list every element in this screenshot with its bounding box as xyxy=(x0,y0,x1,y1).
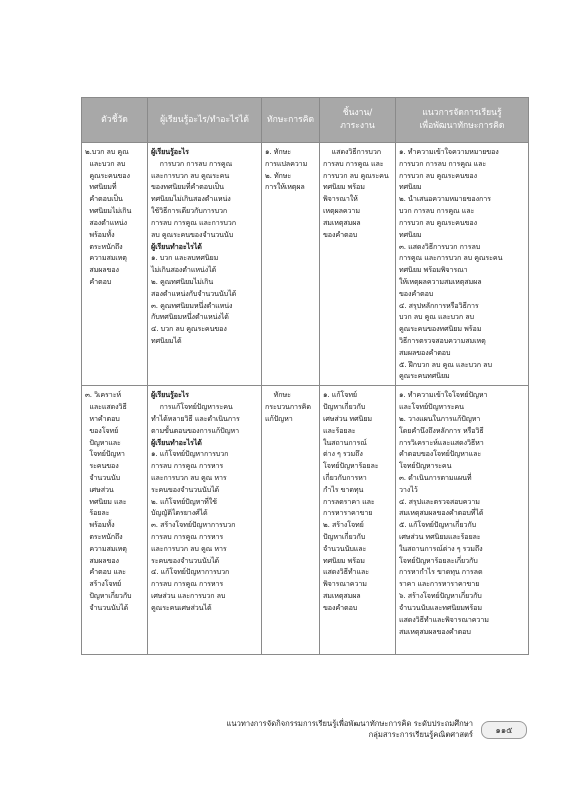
indicator-text xyxy=(85,389,144,613)
cell-line: ๖. สร้างโจทย์ปัญหาเกี่ยวกับ xyxy=(399,591,482,601)
cell-line: การวิเคราะห์และแสดงวิธีหา xyxy=(399,437,484,447)
cell-line: ๓. คูณทศนิยมหนึ่งตำแหน่ง xyxy=(151,300,233,310)
cell-line: ๔. สรุปหลักการหรือวิธีการ xyxy=(399,300,479,310)
cell-line: ทำได้หลายวิธี และดำเนินการ xyxy=(151,413,240,423)
skill-cell xyxy=(262,386,320,655)
cell-line: ผู้เรียนรู้อะไร xyxy=(151,390,189,400)
cell-line: ร้อยละ xyxy=(85,508,110,518)
cell-line: ระคนของ xyxy=(85,461,119,471)
cell-line: กับทศนิยมหนึ่งตำแหน่งได้ xyxy=(151,312,229,322)
cell-line: การลดราคา และ xyxy=(323,496,375,506)
cell-line: การบวก ลบ คูณระคนของ xyxy=(399,217,477,227)
cell-line: การลบ การคูณ การหาร xyxy=(151,579,224,589)
cell-line: และโจทย์ปัญหาระคน xyxy=(399,402,464,412)
cell-line: คำตอบของโจทย์ปัญหาและ xyxy=(399,449,482,459)
skill-text xyxy=(265,389,316,424)
header-task: ชิ้นงาน/ ภาระงาน xyxy=(320,98,396,143)
skill-cell xyxy=(262,143,320,386)
cell-line: แสดงวิธีทำและ xyxy=(323,567,369,577)
cell-line: ๓. วิเคราะห์ xyxy=(85,390,122,400)
cell-line: ๑. แก้โจทย์ xyxy=(323,390,358,400)
cell-line: ในสถานการณ์ต่าง ๆ รวมถึง xyxy=(399,543,483,553)
cell-line: การลบ การคูณ การหาร xyxy=(151,532,224,541)
cell-line: โดยคำนึงถึงหลักการ หรือวิธี xyxy=(399,425,484,435)
cell-line: และการบวก ลบ คูณ หาร xyxy=(151,543,227,553)
cell-line: คูณระคนเศษส่วนได้ xyxy=(151,602,212,612)
cell-line: ทศนิยม พร้อม xyxy=(323,182,365,192)
cell-line: สองตำแหน่ง xyxy=(85,217,127,227)
approach-text xyxy=(399,389,525,637)
cell-line: และบวก ลบ xyxy=(85,158,126,168)
cell-line: การหาราคาขาย xyxy=(323,508,373,518)
cell-line: สมผลของ xyxy=(85,265,119,275)
footer-text xyxy=(226,718,473,740)
cell-line: ปัญหาเกี่ยวกับ xyxy=(85,591,132,601)
cell-line: ทศนิยม พร้อม xyxy=(323,555,365,565)
cell-line: กระบวนการคิด xyxy=(265,402,311,412)
cell-line: ของคำตอบ xyxy=(323,229,358,239)
cell-line: พร้อมทั้ง xyxy=(85,520,115,530)
cell-line: ตระหนักถึง xyxy=(85,241,123,251)
cell-line: ทศนิยมไม่เกิน xyxy=(85,206,132,216)
approach-cell xyxy=(396,386,529,655)
cell-line: คำตอบ และ xyxy=(85,567,126,577)
cell-line: ผู้เรียนทำอะไรได้ xyxy=(151,437,202,447)
cell-line: โจทย์ปัญหา xyxy=(85,449,125,459)
cell-line: สมเหตุสมผลของคำตอบ xyxy=(399,626,471,636)
cell-line: สร้างโจทย์ xyxy=(85,579,122,589)
cell-line: ไม่เกินสองตำแหน่งได้ xyxy=(151,265,217,275)
cell-line: ปัญหาและ xyxy=(85,437,121,447)
cell-line: จำนวนนับได้ xyxy=(85,602,129,612)
cell-line: การลบ การคูณ และการบวก xyxy=(151,217,236,227)
cell-line: พร้อมทั้ง xyxy=(85,229,115,239)
cell-line: ต่าง ๆ รวมถึง xyxy=(323,449,363,459)
cell-line: ทศนิยมได้ xyxy=(151,336,182,345)
cell-line: โจทย์ปัญหาร้อยละ xyxy=(323,461,379,471)
cell-line: การหากำไร ขาดทุน การลด xyxy=(399,567,483,577)
cell-line: การลบ การคูณ และ xyxy=(323,158,384,168)
cell-line: จำนวนนับและ xyxy=(323,543,367,553)
cell-line: แก้ปัญหา xyxy=(265,413,293,423)
cell-line: และแสดงวิธี xyxy=(85,402,127,412)
cell-line: ของทศนิยมที่คำตอบเป็น xyxy=(151,182,224,192)
cell-line: และการบวก ลบ คูณระคน xyxy=(151,170,230,180)
learning-cell xyxy=(148,386,262,655)
header-thinking-skill: ทักษะการคิด xyxy=(262,98,320,143)
cell-line: และการบวก ลบ คูณ หาร xyxy=(151,472,227,482)
cell-line: ๓. ดำเนินการตามแผนที่ xyxy=(399,472,472,482)
approach-text xyxy=(399,146,525,382)
cell-line: ๑. แก้โจทย์ปัญหาการบวก xyxy=(151,449,229,459)
cell-line: ทศนิยม และ xyxy=(85,496,127,506)
cell-line: คำตอบเป็น xyxy=(85,194,123,204)
table-row xyxy=(82,143,529,386)
cell-line: คูณระคนของ xyxy=(85,170,130,180)
cell-line: การคูณ และการบวก ลบ คูณระคน xyxy=(399,253,503,263)
cell-line: แสดงวิธีการบวก xyxy=(323,147,381,156)
cell-line: ๕. ฝึกบวก ลบ คูณ และบวก ลบ xyxy=(399,359,492,369)
learning-text xyxy=(151,389,258,613)
cell-line: วิธีการตรวจสอบความสมเหตุ xyxy=(399,336,486,345)
cell-line: จำนวนนับและทศนิยมพร้อม xyxy=(399,602,482,612)
cell-line: ตามขั้นตอนของการแก้ปัญหา xyxy=(151,425,240,435)
task-text xyxy=(323,389,392,613)
cell-line: ในสถานการณ์ xyxy=(323,437,367,447)
indicator-cell xyxy=(82,143,148,386)
cell-line: ให้เหตุผลความสมเหตุสมผล xyxy=(399,276,482,286)
cell-line: ทศนิยม พร้อมพิจารณา xyxy=(399,265,468,275)
cell-line: ๓. แสดงวิธีการบวก การลบ xyxy=(399,241,481,251)
cell-line: คูณระคนทศนิยม xyxy=(399,371,450,381)
cell-line: สมเหตุสมผล xyxy=(323,591,361,601)
cell-line: ๒. วางแผนในการแก้ปัญหา xyxy=(399,413,481,423)
task-text xyxy=(323,146,392,241)
cell-line: เศษส่วน xyxy=(85,484,114,494)
cell-line: บวก ลบ คูณ และบวก ลบ xyxy=(399,312,474,322)
footer-book-title: แนวทางการจัดกิจกรรมการเรียนรู้เพื่อพัฒนาทักษะการคิด ระดับประถมศึกษา xyxy=(226,719,473,728)
cell-line: ๒. สร้างโจทย์ xyxy=(323,520,364,530)
cell-line: ๔. สรุปและตรวจสอบความ xyxy=(399,496,480,506)
header-indicator: ตัวชี้วัด xyxy=(82,98,148,143)
cell-line: จำนวนนับ xyxy=(85,472,121,482)
cell-line: ๑. บวก และลบทศนิยม xyxy=(151,253,219,263)
cell-line: การลบ การคูณ การหาร xyxy=(151,461,224,471)
cell-line: ๒. คูณทศนิยมไม่เกิน xyxy=(151,276,214,286)
cell-line: การให้เหตุผล xyxy=(265,182,305,192)
approach-cell xyxy=(396,143,529,386)
learning-cell xyxy=(148,143,262,386)
cell-line: ๒. นำเสนอความหมายของการ xyxy=(399,194,491,204)
cell-line: ทศนิยม xyxy=(399,182,422,192)
cell-line: สมผลของคำตอบ xyxy=(399,347,451,357)
cell-line: วางไว้ xyxy=(399,484,418,494)
curriculum-table xyxy=(81,97,529,655)
table-row xyxy=(82,386,529,655)
cell-line: การบวก การลบ การคูณ xyxy=(151,158,233,168)
cell-line: สองตำแหน่งกับจำนวนนับได้ xyxy=(151,288,237,298)
task-cell xyxy=(320,143,396,386)
cell-line: สมเหตุสมผลของคำตอบที่ได้ xyxy=(399,508,484,518)
cell-line: ๒. ทักษะ xyxy=(265,170,292,180)
cell-line: ระคนของจำนวนนับได้ xyxy=(151,555,220,565)
skill-text xyxy=(265,146,316,193)
cell-line: ๑. ทำความเข้าใจโจทย์ปัญหา xyxy=(399,390,488,400)
cell-line: ของโจทย์ xyxy=(85,425,119,435)
cell-line: ทศนิยม xyxy=(399,229,422,239)
cell-line: บัญญัติไตรยางศ์ได้ xyxy=(151,508,208,518)
cell-line: ลบ คูณระคนของจำนวนนับ xyxy=(151,229,234,239)
cell-line: เกี่ยวกับการหา xyxy=(323,472,367,482)
cell-line: ผู้เรียนทำอะไรได้ xyxy=(151,241,202,251)
cell-line: การแก้โจทย์ปัญหาระคน xyxy=(151,402,233,412)
cell-line: ๒.บวก ลบ คูณ xyxy=(85,147,129,156)
cell-line: ราคา และการหาราคาขาย xyxy=(399,579,480,589)
cell-line: บวก การลบ การคูณ และ xyxy=(399,206,475,216)
cell-line: ๔. บวก ลบ คูณระคนของ xyxy=(151,324,227,334)
cell-line: ทักษะ xyxy=(265,390,291,400)
cell-line: ปัญหาเกี่ยวกับ xyxy=(323,532,366,541)
cell-line: ๔. แก้โจทย์ปัญหาการบวก xyxy=(151,567,230,577)
page-number: ๑๑๕ xyxy=(481,721,527,739)
cell-line: ผู้เรียนรู้อะไร xyxy=(151,147,189,156)
cell-line: ปัญหาเกี่ยวกับ xyxy=(323,402,366,412)
cell-line: การบวก การลบ การคูณ และ xyxy=(399,158,487,168)
cell-line: ของคำตอบ xyxy=(399,288,434,298)
cell-line: ระคนของจำนวนนับได้ xyxy=(151,484,220,494)
cell-line: คูณระคนของทศนิยม พร้อม xyxy=(399,324,482,334)
cell-line: ๕. แก้โจทย์ปัญหาเกี่ยวกับ xyxy=(399,520,477,530)
cell-line: เศษส่วน และการบวก ลบ xyxy=(151,591,226,601)
cell-line: ๒. แก้โจทย์ปัญหาที่ใช้ xyxy=(151,496,217,506)
cell-line: เศษส่วน ทศนิยม xyxy=(323,413,373,423)
cell-line: ทศนิยมไม่เกินสองตำแหน่ง xyxy=(151,194,231,204)
cell-line: การบวก ลบ คูณระคนของ xyxy=(399,170,477,180)
cell-line: โจทย์ปัญหาระคน xyxy=(399,461,452,471)
cell-line: หาคำตอบ xyxy=(85,413,120,423)
cell-line: พิจารณาความ xyxy=(323,579,367,589)
cell-line: ๓. สร้างโจทย์ปัญหาการบวก xyxy=(151,520,236,530)
cell-line: กำไร ขาดทุน xyxy=(323,484,364,494)
cell-line: ความสมเหตุ xyxy=(85,543,127,553)
cell-line: ตระหนักถึง xyxy=(85,532,123,541)
cell-line: คำตอบ xyxy=(85,276,112,286)
cell-line: และร้อยละ xyxy=(323,425,356,435)
cell-line: ทศนิยมที่ xyxy=(85,182,117,192)
task-cell xyxy=(320,386,396,655)
cell-line: การแปลความ xyxy=(265,158,308,168)
cell-line: ใช้วิธีการเดียวกับการบวก xyxy=(151,206,228,216)
cell-line: สมผลของ xyxy=(85,555,119,565)
learning-text xyxy=(151,146,258,347)
indicator-cell xyxy=(82,386,148,655)
header-learning: ผู้เรียนรู้อะไร/ทำอะไรได้ xyxy=(148,98,262,143)
cell-line: ๑. ทำความเข้าใจความหมายของ xyxy=(399,147,499,156)
cell-line: เหตุผลความ xyxy=(323,206,360,216)
cell-line: ความสมเหตุ xyxy=(85,253,127,263)
footer-subject: กลุ่มสาระการเรียนรู้คณิตศาสตร์ xyxy=(368,730,473,739)
cell-line: โจทย์ปัญหาร้อยละเกี่ยวกับ xyxy=(399,555,478,565)
cell-line: เศษส่วน ทศนิยมและร้อยละ xyxy=(399,532,481,541)
cell-line: ๑. ทักษะ xyxy=(265,147,291,156)
indicator-text xyxy=(85,146,144,288)
header-approach: แนวการจัดการเรียนรู้ เพื่อพัฒนาทักษะการคิด xyxy=(396,98,529,143)
cell-line: การบวก ลบ คูณระคน xyxy=(323,170,389,180)
cell-line: สมเหตุสมผล xyxy=(323,217,361,227)
cell-line: พิจารณาให้ xyxy=(323,194,358,204)
table-header-row xyxy=(82,98,529,143)
cell-line: แสดงวิธีทำและพิจารณาความ xyxy=(399,614,489,624)
cell-line: ของคำตอบ xyxy=(323,602,358,612)
